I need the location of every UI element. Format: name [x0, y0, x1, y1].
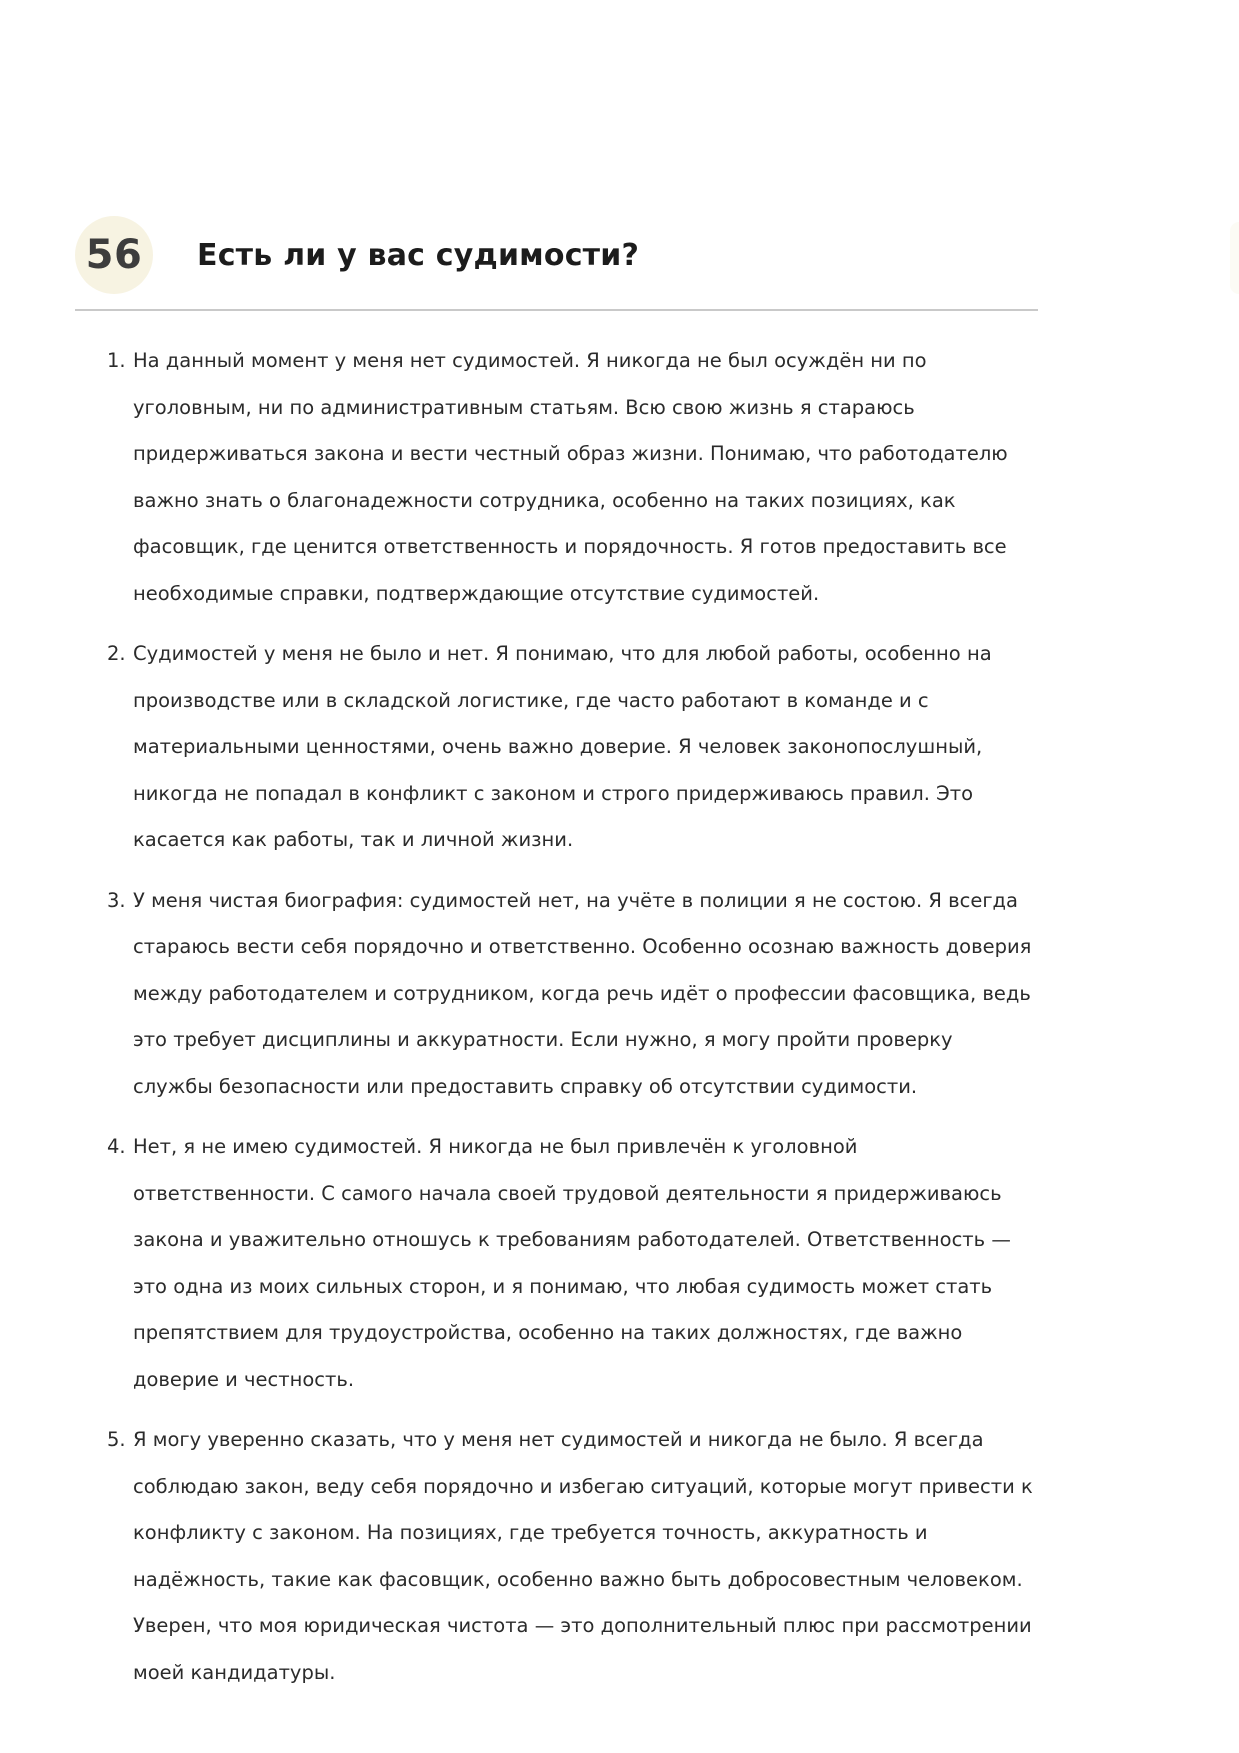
answer-text: Я могу уверенно сказать, что у меня нет судимостей и никогда не было. Я всегда соблюдаю закон, веду себя порядочно и избегаю ситуаций, которые могут привести к конфликту с законом. На позициях, где требуется точность, аккуратность и надёжность, такие как фасовщик, особенно важно быть добросовестным человеком. Уверен, что моя юридическая чистота — это дополнительный плюс при рассмотрении моей кандидатуры.: [133, 1428, 1033, 1684]
answer-item-4: [107, 1124, 1037, 1403]
answer-text: На данный момент у меня нет судимостей. Я никогда не был осуждён ни по уголовным, ни по административным статьям. Всю свою жизнь я стараюсь придерживаться закона и вести честный образ жизни. Понимаю, что работодателю важно знать о благонадежности сотрудника, особенно на таких позициях, как фасовщик, где ценится ответственность и порядочность. Я готов предоставить все необходимые справки, подтверждающие отсутствие судимостей.: [133, 349, 1008, 605]
answer-text: У меня чистая биография: судимостей нет, на учёте в полиции я не состою. Я всегда стараюсь вести себя порядочно и ответственно. Особенно осознаю важность доверия между работодателем и сотрудником, когда речь идёт о профессии фасовщика, ведь это требует дисциплины и аккуратности. Если нужно, я могу пройти проверку службы безопасности или предоставить справку об отсутствии судимости.: [133, 888, 1032, 1098]
answer-item-1: [107, 338, 1037, 617]
answer-number: 5.: [107, 1428, 126, 1451]
answer-number: 1.: [107, 349, 126, 372]
question-number: 56: [85, 232, 143, 278]
header-divider: [75, 309, 1038, 311]
question-title: Есть ли у вас судимости?: [197, 237, 640, 273]
answers-list: [107, 338, 1037, 1710]
question-number-badge: [75, 216, 153, 294]
question-header: [75, 216, 639, 294]
answer-item-5: [107, 1417, 1037, 1696]
page-edge-sliver: [1230, 222, 1239, 294]
answer-number: 3.: [107, 888, 126, 912]
answer-number: 4.: [107, 1135, 126, 1158]
answer-item-3: [107, 878, 1037, 1111]
answer-item-2: [107, 631, 1037, 864]
answer-number: 2.: [107, 642, 126, 665]
answer-text: Судимостей у меня не было и нет. Я понимаю, что для любой работы, особенно на производстве или в складской логистике, где часто работают в команде и с материальными ценностями, очень важно доверие. Я человек законопослушный, никогда не попадал в конфликт с законом и строго придерживаюсь правил. Это касается как работы, так и личной жизни.: [133, 642, 992, 851]
answer-text: Нет, я не имею судимостей. Я никогда не был привлечён к уголовной ответственности. С самого начала своей трудовой деятельности я придерживаюсь закона и уважительно отношусь к требованиям работодателей. Ответственность — это одна из моих сильных сторон, и я понимаю, что любая судимость может стать препятствием для трудоустройства, особенно на таких должностях, где важно доверие и честность.: [133, 1135, 1011, 1391]
